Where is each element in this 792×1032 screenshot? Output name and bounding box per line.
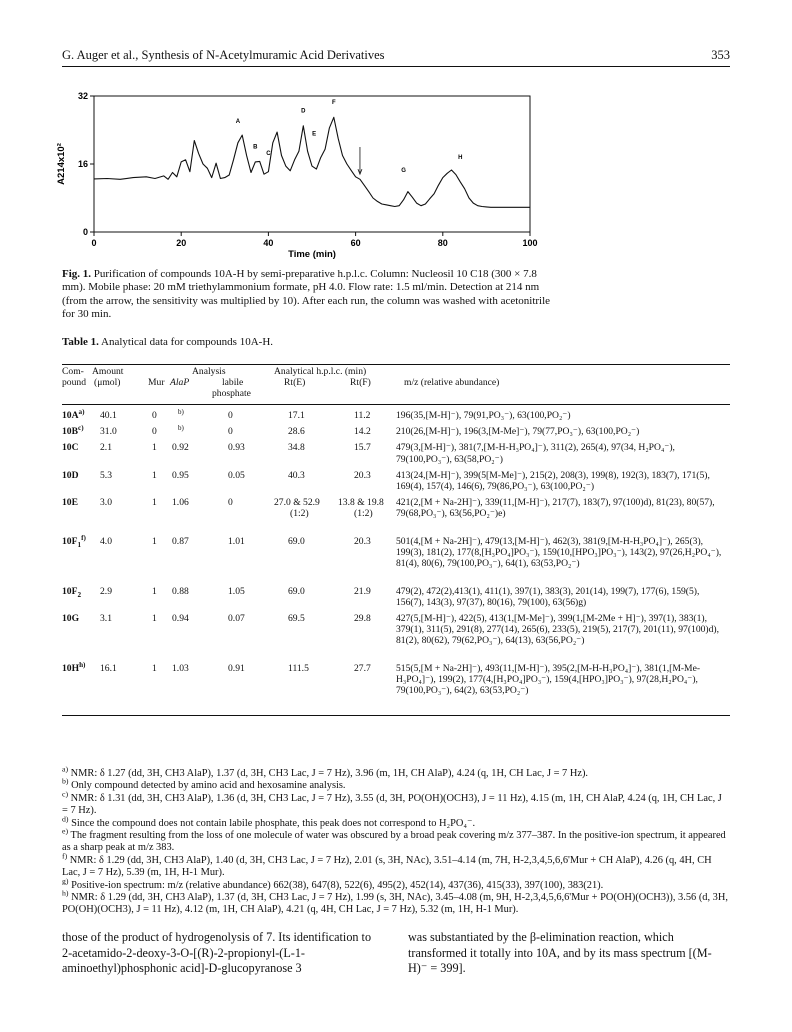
footnote-mark: b) xyxy=(62,776,69,786)
table-title xyxy=(62,336,273,348)
cell-compound: $10H^{h)}$ xyxy=(62,660,86,674)
cell-alap: b) xyxy=(178,424,184,433)
cell-labile: 1.05 xyxy=(228,585,245,597)
cell-ms: 413(24,[M-H]⁻), 399(5[M-Me]⁻), 215(2), 208(3), 199(8), 192(3), 183(7), 171(5), 169(4), 157(4), 146(6), 79(86,PO₃⁻), 63(100,PO₂⁻) xyxy=(396,469,710,492)
peak-label: H xyxy=(458,155,463,161)
y-axis-label: A214x10² xyxy=(56,143,67,185)
cell-mur: 1 xyxy=(152,613,157,624)
footnote-text: Positive-ion spectrum: m/z (relative abundance) 662(38), 647(8), 522(6), 495(2), 452(14), 437(36), 415(33), 397(100), 383(21). xyxy=(68,879,604,891)
cell-rtf: 15.7 xyxy=(354,442,371,454)
cell-compound: 10G xyxy=(62,613,80,624)
peak-label: G xyxy=(401,167,406,174)
footnote xyxy=(62,876,730,892)
footnote-text: NMR: δ 1.29 (dd, 3H, CH3 AlaP), 1.37 (d, 3H, CH3 Lac, J = 7 Hz), 1.99 (s, 3H, NAc), 3.45–4.08 (m, 9H, H-2,3,4,5,6,6'Mur + PO(OH)(OCH3)), 3.56 (d, 3H, PO(OH)(OCH3), J = 11 Hz), 4.12 (m, 1H, CH AlaP), 4.21 (q, 4H, CH Lac, J = 7 Hz), 5.32 (m, 1H, H-1 Mur). xyxy=(62,892,728,916)
y-tick-label: 32 xyxy=(77,91,88,101)
cell-amount: 5.3 xyxy=(100,469,112,481)
x-tick-label: 80 xyxy=(437,238,448,248)
footnote-mark: a) xyxy=(62,764,69,774)
header-labile-2: phosphate xyxy=(212,388,251,399)
cell-rtf: 13.8 & 19.8 xyxy=(338,497,384,509)
header-ms: m/z (relative abundance) xyxy=(404,377,500,388)
footnote-text: Only compound detected by amino acid and hexosamine analysis. xyxy=(68,780,346,792)
cell-rte: 69.0 xyxy=(288,585,305,597)
cell-labile: 0 xyxy=(228,426,233,438)
cell-compound: $10A^{a)}$ xyxy=(62,407,85,421)
cell-mur: 1 xyxy=(152,585,157,597)
header-amount-2: (μmol) xyxy=(94,377,121,388)
body-text-left-column: those of the product of hydrogenolysis of 7. Its identification to 2-acetamido-2-deoxy-3-O-[(R)-2-propionyl-(L-1-aminoethyl)phosphonic acid]-D-glucopyranose 3 xyxy=(62,930,372,976)
cell-labile: 0.07 xyxy=(228,613,245,624)
cell-rte: 111.5 xyxy=(288,662,309,674)
running-header xyxy=(62,48,730,63)
table-header-rule xyxy=(62,404,730,405)
footnote-text: Since the compound does not contain labile phosphate, this peak does not correspond to H₂PO₄⁻. xyxy=(68,817,476,829)
footnote-mark: h) xyxy=(62,888,69,898)
cell-rte: 27.0 & 52.9 xyxy=(274,497,320,509)
cell-labile: 0 xyxy=(228,410,233,421)
header-amount-1: Amount xyxy=(92,366,124,377)
x-tick-label: 40 xyxy=(263,238,274,248)
footnote xyxy=(62,814,730,830)
y-tick-label: 0 xyxy=(82,227,88,237)
footnote-mark: g) xyxy=(62,876,69,886)
page-number: 353 xyxy=(711,48,730,62)
cell-alap: 0.95 xyxy=(172,469,189,481)
figure-label: Fig. 1. xyxy=(62,268,92,280)
peak-label: A xyxy=(235,118,241,125)
table-footnotes xyxy=(62,764,730,917)
cell-rtf: 27.7 xyxy=(354,662,371,674)
footnote-text: NMR: δ 1.31 (dd, 3H, CH3 AlaP), 1.36 (d, 3H, CH3 Lac, J = 7 Hz), 3.55 (d, 3H, PO(OH)(OCH3), J = 11 Hz), 4.15 (m, 1H, CH AlaP, 4.24 (q, 1H, CH Lac, J = 7 Hz). xyxy=(62,792,722,817)
cell-rte: 69.0 xyxy=(288,535,305,547)
cell-mur: 0 xyxy=(152,426,157,438)
cell-amount: 3.1 xyxy=(100,613,112,624)
table-bottom-rule xyxy=(62,715,730,716)
header-compound-1: Com- xyxy=(62,366,84,377)
footnote-mark: c) xyxy=(62,789,69,799)
cell-compound: $10F_1^{f)}$ xyxy=(62,533,86,549)
x-tick-label: 0 xyxy=(91,238,97,248)
footnote-text: NMR: δ 1.27 (dd, 3H, CH3 AlaP), 1.37 (d, 3H, CH3 Lac, J = 7 Hz), 3.96 (m, 1H, CH AlaP), 4.24 (q, 1H, CH Lac, J = 7 Hz). xyxy=(68,768,589,779)
cell-rte: 17.1 xyxy=(288,410,305,421)
peak-label: C xyxy=(266,150,271,157)
cell-ms: 515(5,[M + Na-2H]⁻), 493(11,[M-H]⁻), 395(2,[M-H-H₃PO₄]⁻), 381(1,[M-Me-H₃PO₄]⁻), 199(2), 177(4,[H₃PO₄]PO₃⁻), 159(4,[HPO₃]PO₃⁻), 97(28,H₂PO₄⁻), 79(100,PO₃⁻), 64(2), 63(53,PO₂⁻) xyxy=(396,662,701,697)
cell-rtf: 20.3 xyxy=(354,535,371,547)
cell-mur: 1 xyxy=(152,442,157,454)
header-alap: AlaP xyxy=(170,377,190,388)
cell-labile: 1.01 xyxy=(228,535,245,547)
cell-alap: 0.94 xyxy=(172,613,189,624)
cell-rtf: 14.2 xyxy=(354,426,371,438)
header-analysis: Analysis xyxy=(192,366,226,377)
cell-rtf-ratio: (1:2) xyxy=(354,508,373,520)
footnote xyxy=(62,789,730,818)
cell-amount: 4.0 xyxy=(100,535,112,547)
cell-ms: 196(35,[M-H]⁻), 79(91,PO₃⁻), 63(100,PO₂⁻) xyxy=(396,410,571,421)
hplc-chromatogram xyxy=(40,84,560,264)
footnote xyxy=(62,826,730,855)
header-rte: Rt(E) xyxy=(284,377,306,388)
y-tick-label: 16 xyxy=(77,159,88,169)
cell-ms: 421(2,[M + Na-2H]⁻), 339(11,[M-H]⁻), 217(7), 183(7), 97(100)d), 81(23), 80(57), 79(68,PO₃⁻), 63(56,PO₂⁻)e) xyxy=(396,497,715,520)
table-header xyxy=(62,366,730,408)
x-tick-label: 100 xyxy=(522,238,538,248)
footnote-text: NMR: δ 1.29 (dd, 3H, CH3 AlaP), 1.40 (d, 3H, CH3 Lac, J = 7 Hz), 2.01 (s, 3H, NAc), 3.51–4.14 (m, 7H, H-2,3,4,5,6,6'Mur + CH AlaP), 4.26 (q, 4H, CH Lac, J = 7 Hz), 5.39 (m, 1H, H-1 Mur). xyxy=(62,854,712,879)
figure-caption xyxy=(62,268,552,321)
cell-mur: 0 xyxy=(152,410,157,421)
cell-mur: 1 xyxy=(152,535,157,547)
footnote-mark: f) xyxy=(62,851,68,861)
cell-rtf: 20.3 xyxy=(354,469,371,481)
footnote xyxy=(62,776,730,792)
cell-amount: 2.9 xyxy=(100,585,112,597)
cell-compound: 10E xyxy=(62,497,78,509)
cell-labile: 0 xyxy=(228,497,233,509)
footnote xyxy=(62,851,730,880)
cell-mur: 1 xyxy=(152,662,157,674)
peak-label: D xyxy=(301,108,306,115)
cell-labile: 0.91 xyxy=(228,662,245,674)
plot-frame xyxy=(94,96,530,232)
cell-compound: $10B^{c)}$ xyxy=(62,424,84,438)
table-label: Table 1. xyxy=(62,336,99,348)
x-tick-label: 60 xyxy=(350,238,361,248)
cell-alap: 0.92 xyxy=(172,442,189,454)
peak-label: B xyxy=(253,144,258,151)
cell-compound: 10C xyxy=(62,442,79,454)
cell-mur: 1 xyxy=(152,497,157,509)
footnote-mark: e) xyxy=(62,826,69,836)
cell-rte: 28.6 xyxy=(288,426,305,438)
peak-label: F xyxy=(331,99,336,106)
cell-labile: 0.05 xyxy=(228,469,245,481)
body-text-right-column: was substantiated by the β-elimination reaction, which transformed it totally into 10A, and by its mass spectrum [(M-H)⁻ = 399]. xyxy=(408,930,712,976)
x-tick-label: 20 xyxy=(176,238,187,248)
cell-rtf: 11.2 xyxy=(354,410,371,421)
running-header-title: G. Auger et al., Synthesis of N-Acetylmuramic Acid Derivatives xyxy=(62,48,385,62)
cell-alap: 1.06 xyxy=(172,497,189,509)
cell-ms: 479(2), 472(2),413(1), 411(1), 397(1), 383(3), 201(14), 199(7), 177(6), 159(5), 156(7), 143(3), 97(37), 80(16), 79(100), 63(56)g) xyxy=(396,585,700,608)
footnote xyxy=(62,888,730,917)
peak-label: E xyxy=(312,131,317,138)
table-top-rule xyxy=(62,364,730,365)
cell-labile: 0.93 xyxy=(228,442,245,454)
cell-alap: 1.03 xyxy=(172,662,189,674)
figure-caption-text: Purification of compounds 10A-H by semi-preparative h.p.l.c. Column: Nucleosil 10 C18 (300 × 7.8 mm). Mobile phase: 20 mM triethylammonium formate, pH 4.0. Flow rate: 1.5 ml/min. Detection at 214 nm (from the arrow, the sensitivity was multiplied by 10). After each run, the column was washed with acetonitrile for 30 min. xyxy=(62,268,551,320)
cell-compound: $10F_2$ xyxy=(62,585,82,599)
header-rule xyxy=(62,66,730,67)
footnote-text: The fragment resulting from the loss of one molecule of water was obscured by a broad peak covering m/z 377–387. In the positive-ion spectrum, it appeared as a sharp peak at m/z 383. xyxy=(62,830,726,854)
footnote xyxy=(62,764,730,780)
cell-amount: 31.0 xyxy=(100,426,117,438)
cell-compound: 10D xyxy=(62,469,79,481)
cell-rtf: 29.8 xyxy=(354,613,371,624)
footnote-mark: d) xyxy=(62,814,69,824)
cell-amount: 2.1 xyxy=(100,442,112,454)
cell-rtf: 21.9 xyxy=(354,585,371,597)
cell-amount: 3.0 xyxy=(100,497,112,509)
header-labile-1: labile xyxy=(222,377,244,388)
cell-ms: 427(5,[M-H]⁻), 422(5), 413(1,[M-Me]⁻), 399(1,[M-2Me + H]⁻), 397(1), 383(1), 379(1), 311(5), 291(8), 277(14), 265(6), 233(5), 219(5), 217(7), 201(11), 97(100)d), 81(2), 80(62), 79(62,PO₃⁻), 64(13), 63(56,PO₂⁻) xyxy=(396,613,720,647)
cell-rte: 34.8 xyxy=(288,442,305,454)
cell-alap: b) xyxy=(178,408,184,416)
cell-ms: 210(26,[M-H]⁻), 196(3,[M-Me]⁻), 79(77,PO₃⁻), 63(100,PO₂⁻) xyxy=(396,426,640,438)
header-mur: Mur xyxy=(148,377,165,388)
header-rtf: Rt(F) xyxy=(350,377,371,388)
cell-mur: 1 xyxy=(152,469,157,481)
cell-amount: 16.1 xyxy=(100,662,117,674)
x-axis-label: Time (min) xyxy=(288,249,336,260)
cell-ms: 479(3,[M-H]⁻), 381(7,[M-H-H₃PO₄]⁻), 311(2), 265(4), 97(34, H₂PO₄⁻), 79(100,PO₃⁻), 63(58,PO₂⁻) xyxy=(396,442,675,465)
header-compound-2: pound xyxy=(62,377,86,388)
cell-rte: 40.3 xyxy=(288,469,305,481)
cell-alap: 0.88 xyxy=(172,585,189,597)
cell-rte-ratio: (1:2) xyxy=(290,508,309,520)
cell-ms: 501(4,[M + Na-2H]⁻), 479(13,[M-H]⁻), 462(3), 381(9,[M-H-H₃PO₄]⁻), 265(3), 199(3), 181(2), 177(8,[H₃PO₄]PO₃⁻), 159(10,[HPO₃]PO₃⁻), 143(2), 97(26,H₂PO₄⁻), 81(4), 80(6), 79(100,PO₃⁻), 64(1), 63(53,PO₂⁻) xyxy=(396,535,722,570)
header-hplc: Analytical h.p.l.c. (min) xyxy=(274,366,367,377)
cell-rte: 69.5 xyxy=(288,613,305,624)
cell-amount: 40.1 xyxy=(100,410,117,421)
table-title-text: Analytical data for compounds 10A-H. xyxy=(98,336,274,348)
cell-alap: 0.87 xyxy=(172,535,189,547)
